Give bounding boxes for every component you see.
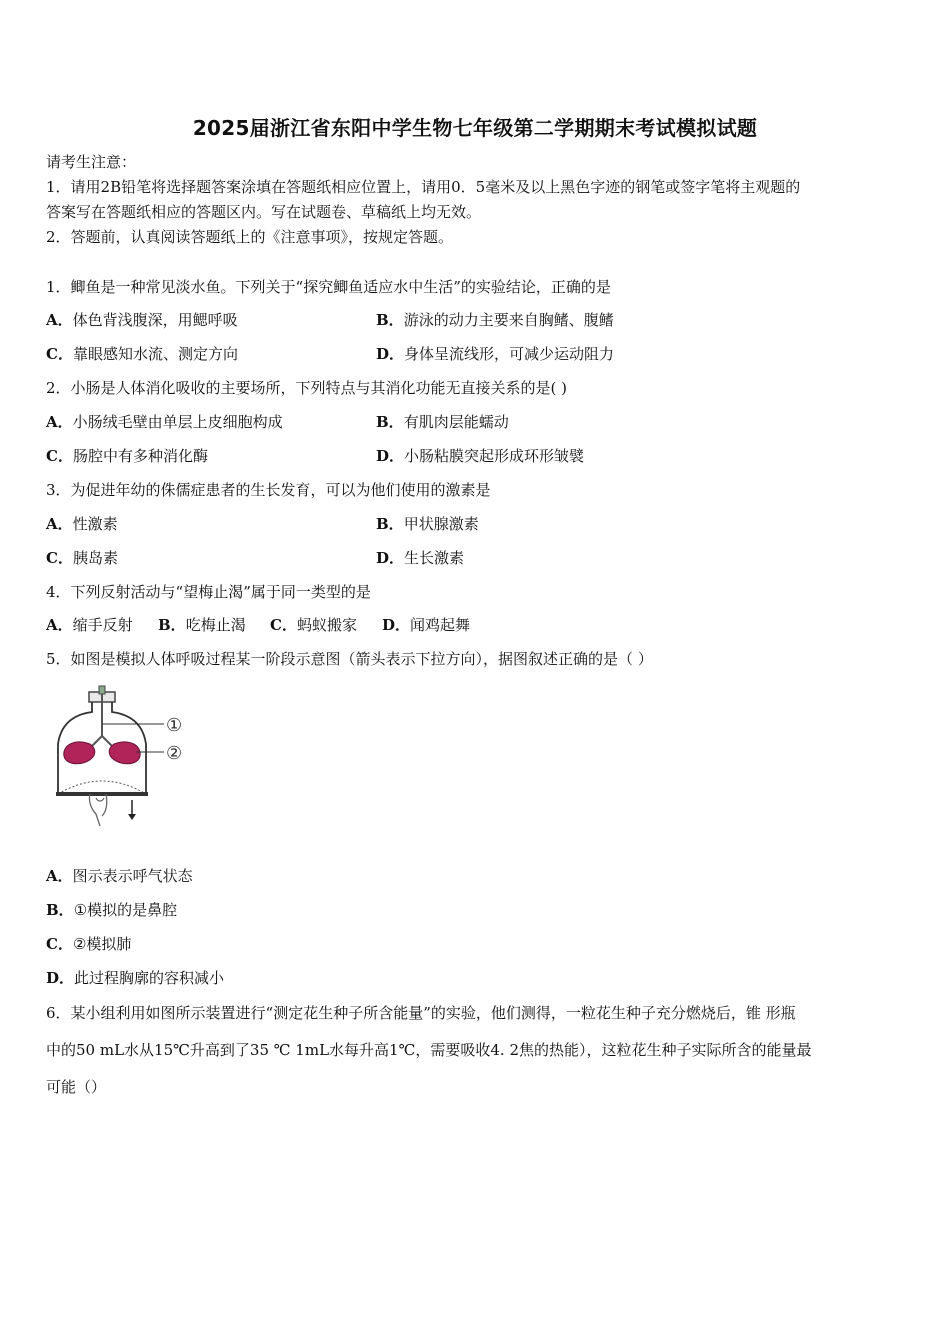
option-text: ①模拟的是鼻腔: [73, 901, 178, 919]
hand-icon: [89, 794, 106, 826]
option-c: [46, 446, 208, 466]
option-key: C．: [46, 935, 73, 953]
right-lung-icon: [109, 742, 140, 764]
label-2: ②: [166, 743, 183, 764]
question-stem-continued: 可能（）: [46, 1078, 107, 1096]
option-b: [376, 412, 509, 432]
option-key: D．: [46, 969, 75, 987]
option-text: 缩手反射: [72, 616, 133, 634]
jar-base-icon: [56, 792, 148, 796]
option-text: 体色背浅腹深，用鳃呼吸: [72, 311, 238, 329]
option-b: [376, 514, 479, 534]
notice-heading: 请考生注意：: [46, 153, 137, 171]
option-c: [270, 615, 357, 635]
option-d: [46, 968, 224, 988]
option-text: 肠腔中有多种消化酶: [72, 447, 208, 465]
option-key: C．: [270, 616, 297, 634]
question-stem: 3．为促进年幼的侏儒症患者的生长发育，可以为他们使用的激素是: [46, 481, 491, 499]
breathing-model-figure: [50, 684, 200, 830]
option-text: 吃梅止渴: [185, 616, 246, 634]
notice-item: 答案写在答题纸相应的答题区内。写在试题卷、草稿纸上均无效。: [46, 203, 482, 221]
option-key: A．: [46, 413, 73, 431]
option-text: 甲状腺激素: [403, 515, 479, 533]
option-text: 蚂蚁搬家: [296, 616, 357, 634]
option-key: C．: [46, 345, 73, 363]
option-text: 闻鸡起舞: [410, 616, 471, 634]
option-key: A．: [46, 616, 73, 634]
option-b: [46, 900, 177, 920]
option-text: 小肠粘膜突起形成环形皱襞: [404, 447, 585, 465]
left-lung-icon: [64, 742, 95, 764]
option-d: [382, 615, 470, 635]
option-text: 胰岛素: [72, 549, 118, 567]
option-key: B．: [158, 616, 186, 634]
notice-item: 2．答题前，认真阅读答题纸上的《注意事项》，按规定答题。: [46, 228, 454, 246]
option-key: B．: [376, 413, 404, 431]
option-text: 游泳的动力主要来自胸鳍、腹鳍: [403, 311, 614, 329]
question-stem: 5．如图是模拟人体呼吸过程某一阶段示意图（箭头表示下拉方向），据图叙述正确的是（ ）: [46, 650, 653, 668]
option-key: C．: [46, 549, 73, 567]
option-b: [158, 615, 246, 635]
option-text: ②模拟肺: [72, 935, 132, 953]
option-text: 图示表示呼气状态: [72, 867, 193, 885]
option-key: D．: [382, 616, 411, 634]
option-text: 此过程胸廓的容积减小: [74, 969, 225, 987]
option-key: A．: [46, 867, 73, 885]
option-key: B．: [376, 311, 404, 329]
question-stem: 4．下列反射活动与“望梅止渴”属于同一类型的是: [46, 583, 371, 601]
option-key: B．: [376, 515, 404, 533]
tube-top-icon: [99, 686, 105, 694]
option-d: [376, 548, 464, 568]
option-key: B．: [46, 901, 74, 919]
option-a: [46, 866, 193, 886]
option-text: 性激素: [72, 515, 118, 533]
question-stem-continued: 中的50 mL水从15℃升高到了35 ℃ 1mL水每升高1℃，需要吸收4. 2焦的热能），这粒花生种子实际所含的能量最: [46, 1041, 812, 1059]
option-key: A．: [46, 311, 73, 329]
option-d: [376, 344, 614, 364]
option-text: 靠眼感知水流、测定方向: [72, 345, 238, 363]
bronchi-icon: [92, 736, 112, 746]
option-key: A．: [46, 515, 73, 533]
arrowhead-icon: [128, 814, 136, 820]
option-a: [46, 412, 283, 432]
option-c: [46, 344, 238, 364]
option-key: D．: [376, 447, 405, 465]
option-c: [46, 934, 131, 954]
option-text: 有肌肉层能蠕动: [403, 413, 509, 431]
option-key: C．: [46, 447, 73, 465]
page-title: 2025届浙江省东阳中学生物七年级第二学期期末考试模拟试题: [192, 116, 758, 140]
question-stem: 1．鲫鱼是一种常见淡水鱼。下列关于“探究鲫鱼适应水中生活”的实验结论，正确的是: [46, 278, 611, 296]
option-b: [376, 310, 614, 330]
option-text: 生长激素: [404, 549, 465, 567]
option-text: 身体呈流线形，可减少运动阻力: [404, 345, 615, 363]
question-stem: 2．小肠是人体消化吸收的主要场所，下列特点与其消化功能无直接关系的是( ): [46, 379, 568, 397]
option-a: [46, 310, 238, 330]
question-stem: 6．某小组利用如图所示装置进行“测定花生种子所含能量”的实验，他们测得，一粒花生种子充分燃烧后，锥 形瓶: [46, 1004, 796, 1022]
option-key: D．: [376, 549, 405, 567]
option-c: [46, 548, 118, 568]
label-1: ①: [166, 715, 183, 736]
notice-item: 1．请用2B铅笔将选择题答案涂填在答题纸相应位置上，请用0．5毫米及以上黑色字迹的钢笔或签字笔将主观题的: [46, 178, 801, 196]
option-d: [376, 446, 584, 466]
option-text: 小肠绒毛壁由单层上皮细胞构成: [72, 413, 283, 431]
option-a: [46, 615, 133, 635]
option-key: D．: [376, 345, 405, 363]
option-a: [46, 514, 118, 534]
